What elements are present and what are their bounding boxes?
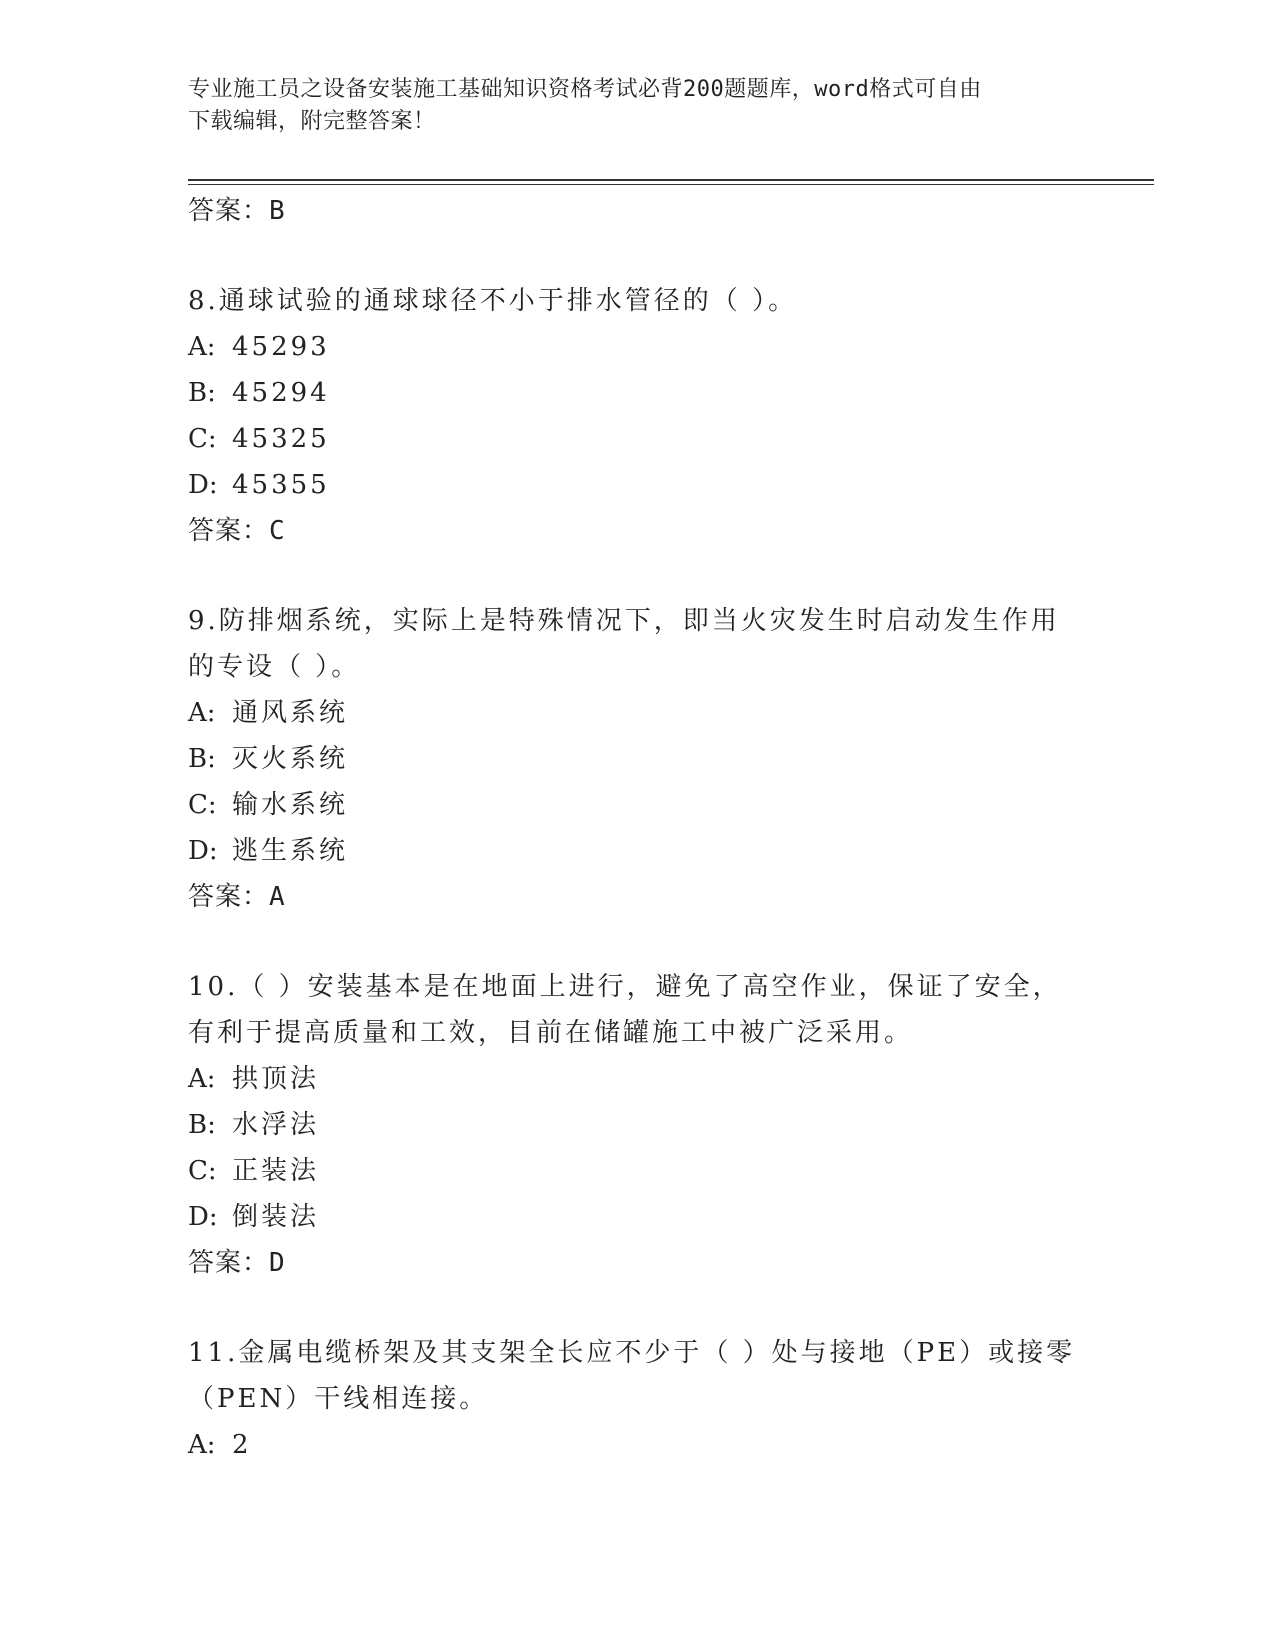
option-key: C: (188, 424, 217, 454)
option-a (188, 1422, 1088, 1468)
option-key: A: (188, 698, 216, 728)
question-text: （PEN）干线相连接。 (188, 1384, 489, 1414)
question-10 (188, 964, 1088, 1286)
option-key: C: (188, 1156, 217, 1186)
option-key: D: (188, 470, 218, 500)
answer-prev: 答案：B (188, 196, 286, 226)
option-c (188, 416, 1088, 462)
option-text: 灭火系统 (232, 744, 349, 774)
question-text: 有利于提高质量和工效，目前在储罐施工中被广泛采用。 (188, 1018, 914, 1048)
answer-label: 答案：A (188, 882, 286, 912)
header-line-1: 专业施工员之设备安装施工基础知识资格考试必背200题题库，word格式可自由 (188, 77, 982, 102)
answer-label: 答案：C (188, 516, 286, 546)
question-8 (188, 278, 1088, 554)
option-a (188, 324, 1088, 370)
question-text: 8.通球试验的通球球径不小于排水管径的（ ）。 (188, 286, 798, 316)
option-key: C: (188, 790, 217, 820)
option-key: B: (188, 378, 216, 408)
option-c (188, 1148, 1088, 1194)
option-d (188, 1194, 1088, 1240)
option-text: 正装法 (232, 1156, 320, 1186)
option-key: B: (188, 744, 216, 774)
option-d (188, 462, 1088, 508)
header-line-2: 下载编辑，附完整答案！ (188, 109, 436, 134)
option-text: 通风系统 (232, 698, 349, 728)
option-b (188, 736, 1088, 782)
option-key: B: (188, 1110, 216, 1140)
question-content (188, 188, 1088, 1468)
option-text: 45325 (232, 424, 330, 454)
question-9 (188, 598, 1088, 920)
option-text: 水浮法 (232, 1110, 320, 1140)
option-c (188, 782, 1088, 828)
option-text: 2 (232, 1430, 252, 1460)
document-header (188, 74, 1068, 138)
question-text: 的专设（ ）。 (188, 652, 361, 682)
question-text: 9.防排烟系统，实际上是特殊情况下，即当火灾发生时启动发生作用 (188, 606, 1060, 636)
option-text: 倒装法 (232, 1202, 320, 1232)
option-key: D: (188, 836, 218, 866)
option-text: 逃生系统 (232, 836, 349, 866)
option-a (188, 1056, 1088, 1102)
header-rule-thick (188, 179, 1154, 181)
option-a (188, 690, 1088, 736)
answer-label: 答案：D (188, 1248, 286, 1278)
option-b (188, 370, 1088, 416)
option-text: 45294 (232, 378, 330, 408)
option-key: A: (188, 1430, 216, 1460)
option-key: A: (188, 332, 216, 362)
option-text: 拱顶法 (232, 1064, 320, 1094)
option-text: 输水系统 (232, 790, 349, 820)
option-text: 45355 (232, 470, 330, 500)
question-text: 10.（ ）安装基本是在地面上进行，避免了高空作业，保证了安全， (188, 972, 1062, 1002)
option-key: D: (188, 1202, 218, 1232)
option-d (188, 828, 1088, 874)
question-text: 11.金属电缆桥架及其支架全长应不少于（ ）处与接地（PE）或接零 (188, 1338, 1076, 1368)
question-11 (188, 1330, 1088, 1468)
header-rule-thin (188, 184, 1154, 185)
option-text: 45293 (232, 332, 330, 362)
option-b (188, 1102, 1088, 1148)
option-key: A: (188, 1064, 216, 1094)
